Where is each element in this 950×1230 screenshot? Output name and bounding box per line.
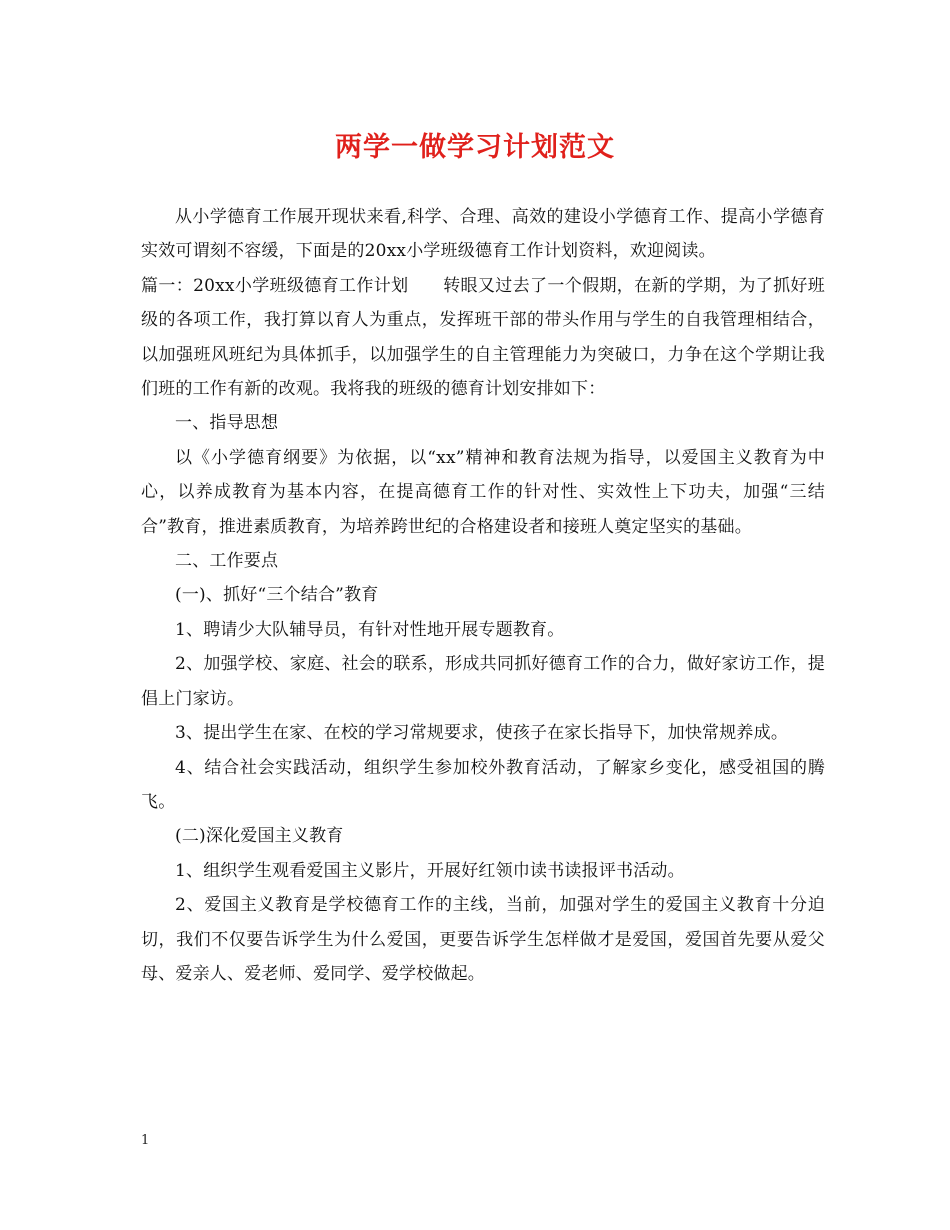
list-item: 1、组织学生观看爱国主义影片，开展好红领巾读书读报评书活动。 bbox=[175, 860, 685, 881]
subsection-heading: (二)深化爱国主义教育 bbox=[175, 826, 344, 847]
document-body bbox=[141, 200, 825, 991]
list-item: 2、加强学校、家庭、社会的联系，形成共同抓好德育工作的合力，做好家访工作，提倡上门家访。 bbox=[141, 654, 825, 709]
list-item: 4、结合社会实践活动，组织学生参加校外教育活动，了解家乡变化，感受祖国的腾飞。 bbox=[141, 757, 825, 812]
page-title: 两学一做学习计划范文 bbox=[335, 132, 615, 163]
paragraph: 篇一：20xx小学班级德育工作计划 转眼又过去了一个假期，在新的学期，为了抓好班级的各项工作，我打算以育人为重点，发挥班干部的带头作用与学生的自我管理相结合，以加强班风班纪为具体抓手，以加强学生的自主管理能力为突破口，力争在这个学期让我们班的工作有新的改观。我将我的班级的德育计划安排如下： bbox=[141, 275, 825, 400]
paragraph: 以《小学德育纲要》为依据，以“xx”精神和教育法规为指导，以爱国主义教育为中心，以养成教育为基本内容，在提高德育工作的针对性、实效性上下功夫，加强“三结合”教育，推进素质教育，为培养跨世纪的合格建设者和接班人奠定坚实的基础。 bbox=[141, 447, 825, 537]
paragraph: 从小学德育工作展开现状来看,科学、合理、高效的建设小学德育工作、提高小学德育实效可谓刻不容缓，下面是的20xx小学班级德育工作计划资料，欢迎阅读。 bbox=[141, 207, 825, 262]
section-heading: 二、工作要点 bbox=[175, 551, 279, 572]
section-heading: 一、指导思想 bbox=[175, 413, 279, 434]
list-item: 3、提出学生在家、在校的学习常规要求，使孩子在家长指导下，加快常规养成。 bbox=[175, 723, 789, 744]
page-number: 1 bbox=[141, 1133, 150, 1148]
subsection-heading: (一)、抓好“三个结合”教育 bbox=[175, 585, 379, 606]
list-item: 1、聘请少大队辅导员，有针对性地开展专题教育。 bbox=[175, 619, 565, 640]
list-item: 2、爱国主义教育是学校德育工作的主线，当前，加强对学生的爱国主义教育十分迫切，我们不仅要告诉学生为什么爱国，更要告诉学生怎样做才是爱国，爱国首先要从爱父母、爱亲人、爱老师、爱同学、爱学校做起。 bbox=[141, 895, 825, 984]
